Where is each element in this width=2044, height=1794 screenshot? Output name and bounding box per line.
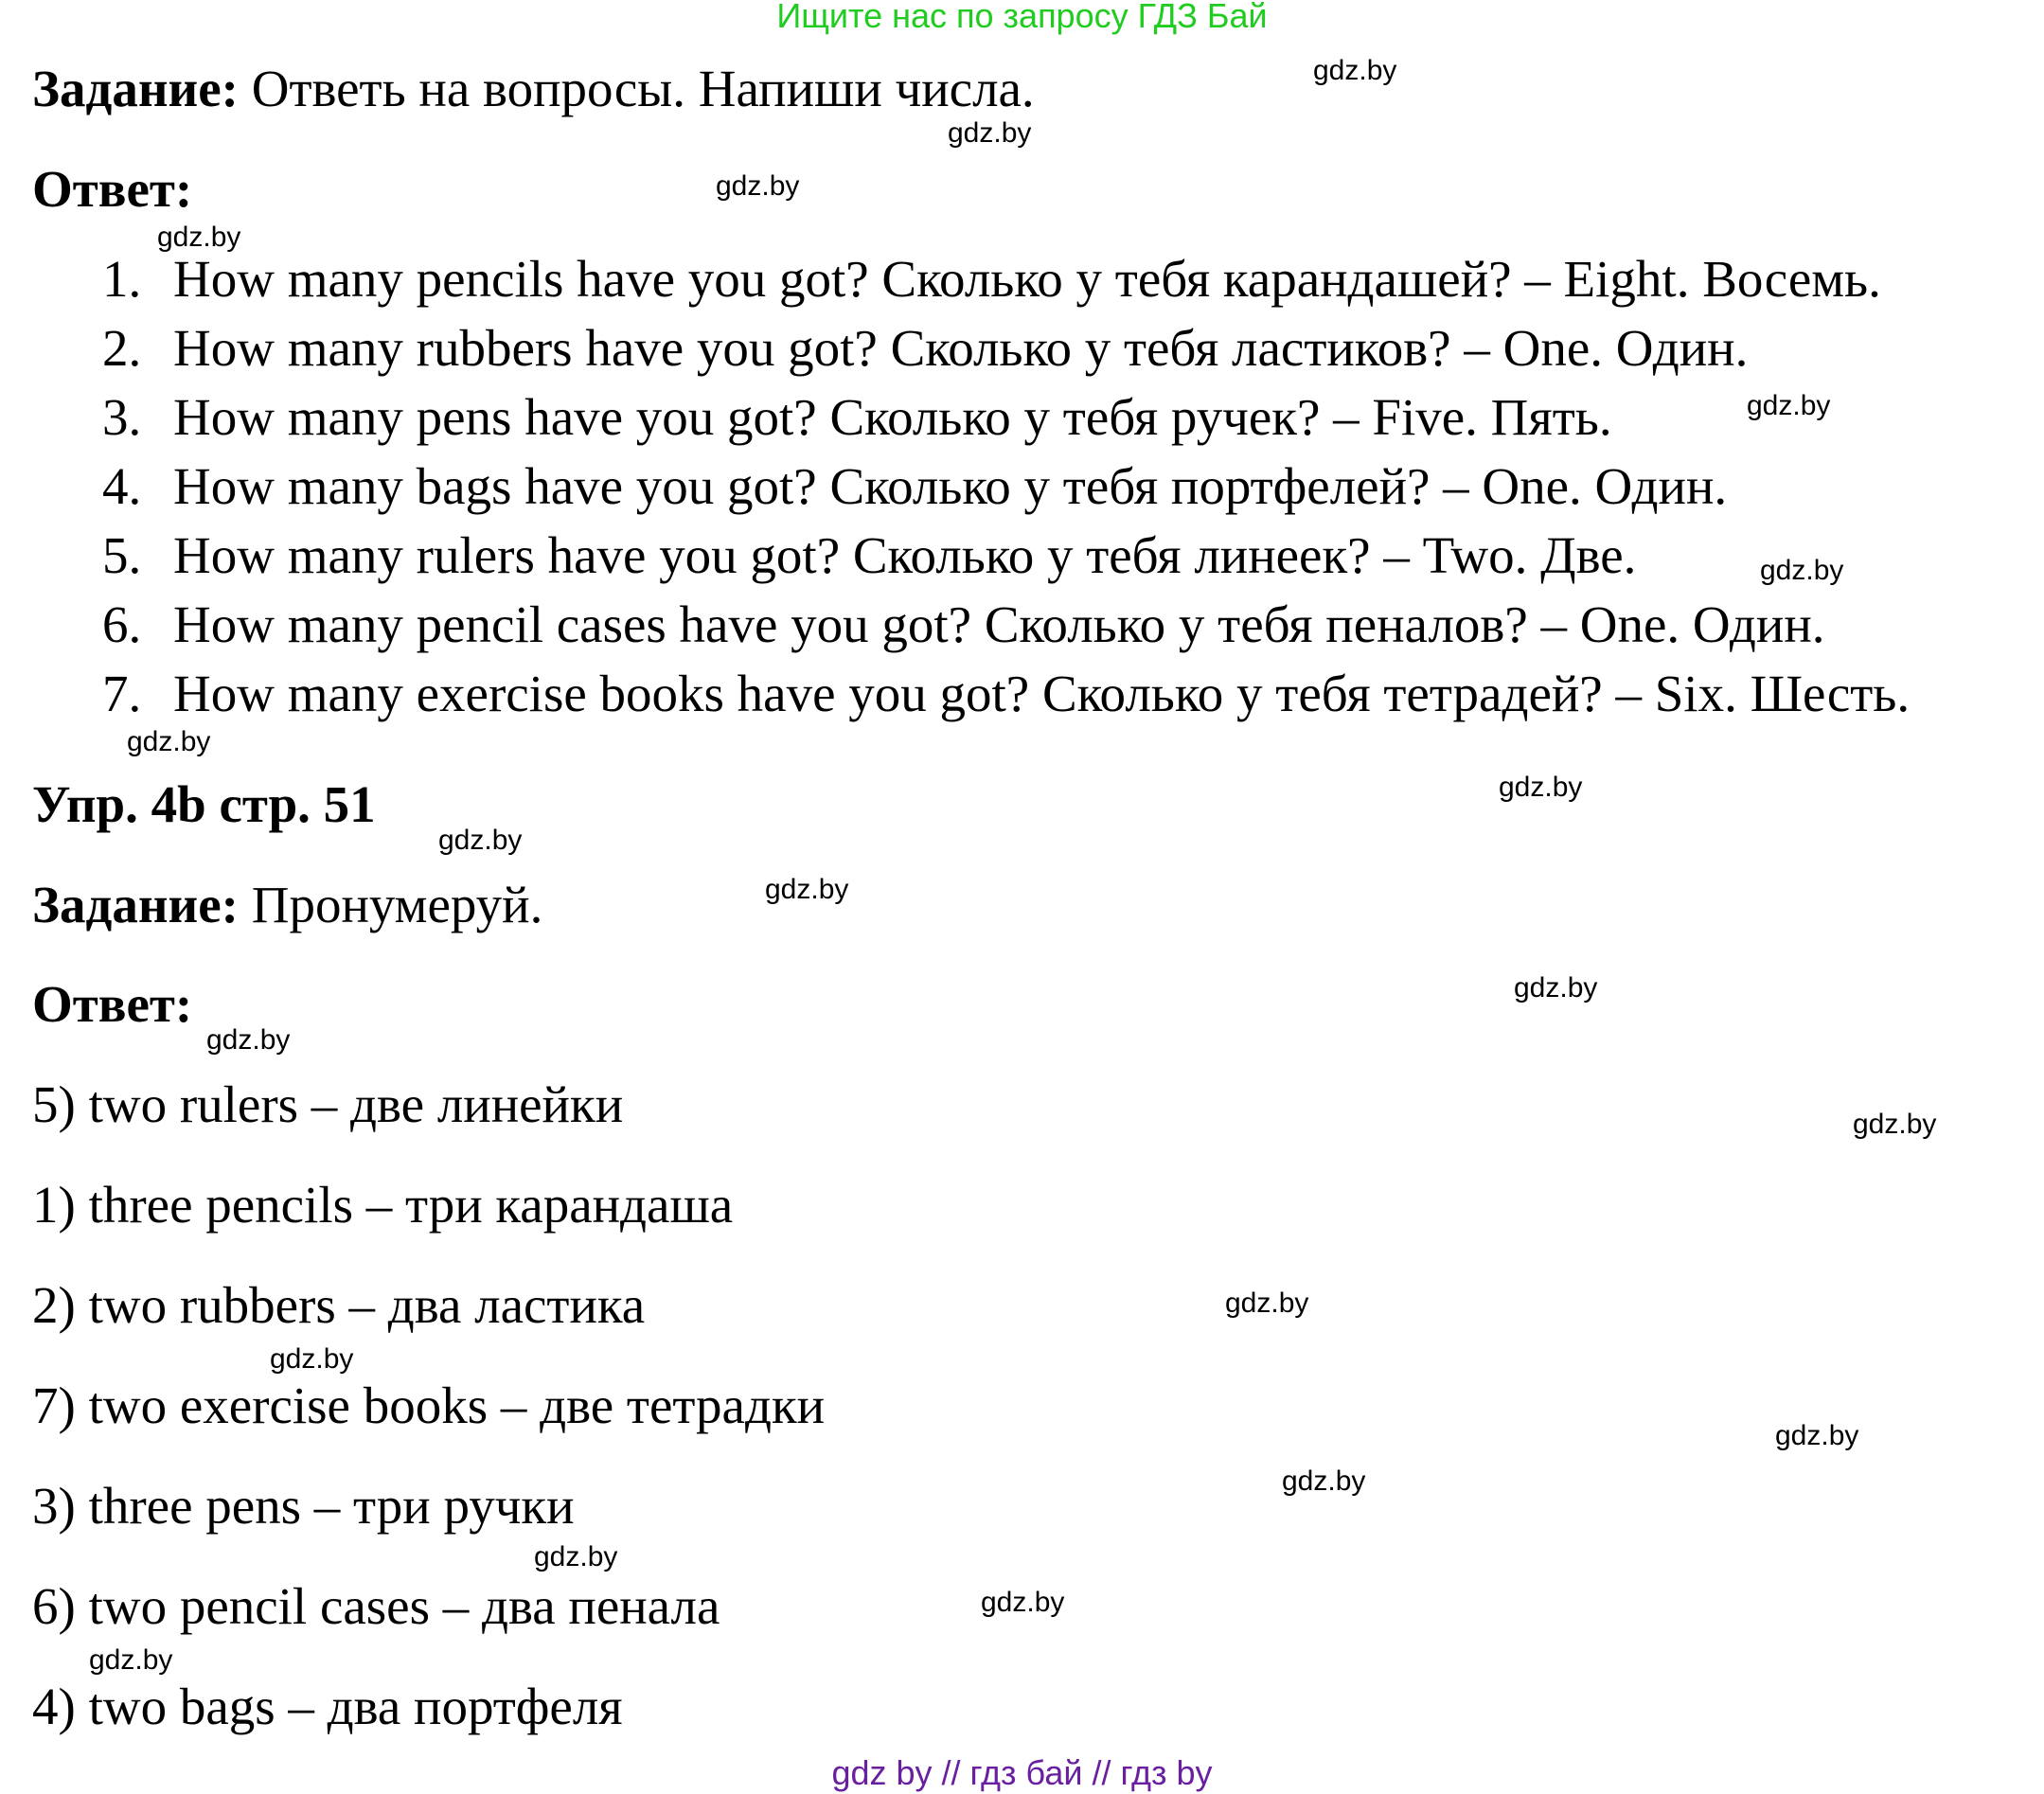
list-item-text: How many bags have you got? Сколько у тебя портфелей? – One. Один. <box>173 457 1728 515</box>
watermark: gdz.by <box>1499 772 1583 803</box>
answer-label: Ответ: <box>32 160 193 218</box>
watermark: gdz.by <box>1514 972 1598 1004</box>
list-item-number: 4. <box>102 457 142 515</box>
watermark: gdz.by <box>1747 390 1831 421</box>
watermark: gdz.by <box>765 874 849 905</box>
watermark: gdz.by <box>534 1541 618 1572</box>
footer: gdz by // гдз бай // гдз by <box>831 1753 1213 1792</box>
list-item-number: 5. <box>102 526 142 584</box>
task-text: Пронумеруй. <box>251 876 543 933</box>
exercise-heading: Упр. 4b стр. 51 <box>32 775 376 833</box>
watermark: gdz.by <box>716 170 800 202</box>
watermark: gdz.by <box>1282 1465 1366 1497</box>
list-item-text: How many pencil cases have you got? Сколько у тебя пеналов? – One. Один. <box>173 595 1825 653</box>
answer-item: 2) two rubbers – два ластика <box>32 1276 646 1334</box>
answer-item: 1) three pencils – три карандаша <box>32 1176 734 1234</box>
watermark: gdz.by <box>1760 555 1844 586</box>
watermark: gdz.by <box>981 1587 1065 1618</box>
watermark: gdz.by <box>438 825 523 856</box>
list-item-text: How many rubbers have you got? Сколько у тебя ластиков? – One. Один. <box>173 319 1749 377</box>
list-item-number: 1. <box>102 250 142 308</box>
top-banner: Ищите нас по запросу ГДЗ Бай <box>776 0 1268 35</box>
watermark: gdz.by <box>1225 1288 1309 1319</box>
watermark: gdz.by <box>127 726 211 757</box>
watermark: gdz.by <box>157 222 241 253</box>
list-item-number: 3. <box>102 388 142 446</box>
list-item-number: 6. <box>102 595 142 653</box>
list-item-text: How many rulers have you got? Сколько у тебя линеек? – Two. Две. <box>173 526 1637 584</box>
task-text: Ответь на вопросы. Напиши числа. <box>251 60 1035 117</box>
list-item-text: How many pens have you got? Сколько у тебя ручек? – Five. Пять. <box>173 388 1612 446</box>
answer-item: 3) three pens – три ручки <box>32 1477 575 1535</box>
answer-item: 5) two rulers – две линейки <box>32 1075 624 1133</box>
answer-item: 6) two pencil cases – два пенала <box>32 1577 720 1635</box>
answer-label: Ответ: <box>32 975 193 1033</box>
watermark: gdz.by <box>1775 1420 1859 1451</box>
watermark: gdz.by <box>89 1644 173 1676</box>
watermark: gdz.by <box>948 117 1032 149</box>
task-label: Задание: <box>32 876 239 933</box>
watermark: gdz.by <box>270 1343 354 1375</box>
answer-item: 4) two bags – два портфеля <box>32 1678 623 1735</box>
list-item-number: 2. <box>102 319 142 377</box>
watermark: gdz.by <box>206 1024 291 1056</box>
list-item-text: How many exercise books have you got? Сколько у тебя тетрадей? – Six. Шесть. <box>173 665 1911 722</box>
list-item-text: How many pencils have you got? Сколько у тебя карандашей? – Eight. Восемь. <box>173 250 1881 308</box>
answer-item: 7) two exercise books – две тетрадки <box>32 1377 826 1434</box>
task-line-2 <box>32 875 542 935</box>
list-item-number: 7. <box>102 665 142 722</box>
watermark: gdz.by <box>1313 55 1397 86</box>
watermark: gdz.by <box>1853 1109 1937 1140</box>
task-label: Задание: <box>32 60 239 117</box>
task-line-1 <box>32 59 1035 119</box>
